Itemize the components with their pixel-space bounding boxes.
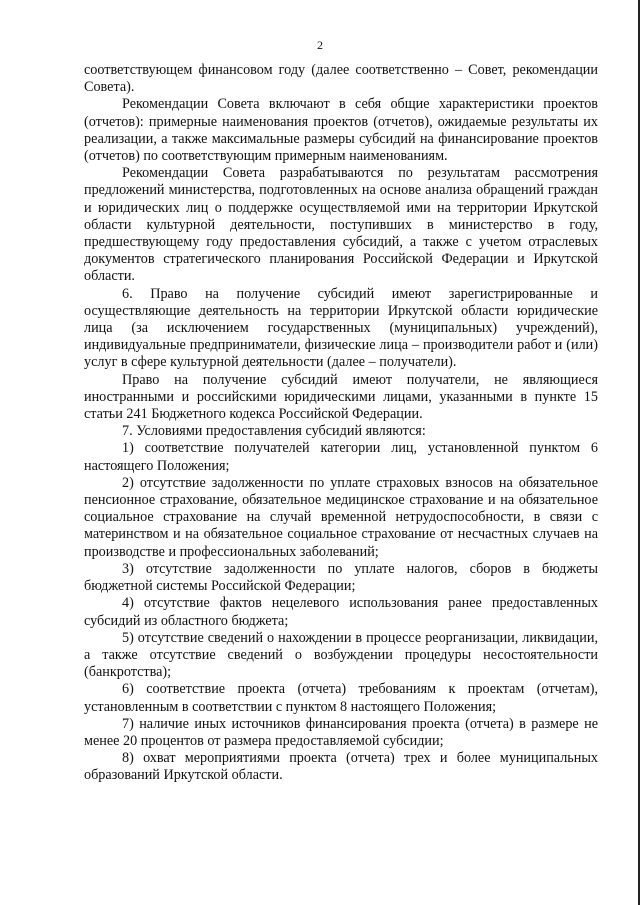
paragraph-recommendations-development: Рекомендации Совета разрабатываются по результатам рассмотрения предложений министерства, подготовленных на основе анализа обращений граждан и юридических лиц о поддержке осуществляемой ими на территории Иркутской области культурной деятельности, поступивших в министерство в году, предшествующему году предоставления субсидий, а также с учетом отраслевых документов стратегического планирования Российской Федерации и Иркутской области. — [84, 165, 598, 285]
paragraph-continuation: соответствующем финансовом году (далее соответственно – Совет, рекомендации Совета). — [84, 62, 598, 96]
paragraph-item-6: 6. Право на получение субсидий имеют зарегистрированные и осуществляющие деятельность на территории Иркутской области юридические лица (за исключением государственных (муниципальных) учреждений), индивидуальные предприниматели, физические лица – производители работ и (или) услуг в сфере культурной деятельности (далее – получатели). — [84, 285, 598, 371]
condition-5: 5) отсутствие сведений о нахождении в процессе реорганизации, ликвидации, а также отсутствие сведений о возбуждении процедуры несостоятельности (банкротства); — [84, 629, 598, 681]
page-number: 2 — [317, 38, 323, 52]
condition-1: 1) соответствие получателей категории лиц, установленной пунктом 6 настоящего Положения; — [84, 440, 598, 474]
paragraph-item-7: 7. Условиями предоставления субсидий являются: — [122, 423, 426, 440]
paragraph-recipients-right: Право на получение субсидий имеют получатели, не являющиеся иностранными и российскими юридическими лицами, указанными в пункте 15 статьи 241 Бюджетного кодекса Российской Федерации. — [84, 371, 598, 423]
condition-7: 7) наличие иных источников финансирования проекта (отчета) в размере не менее 20 процентов от размера предоставляемой субсидии; — [84, 715, 598, 749]
condition-3: 3) отсутствие задолженности по уплате налогов, сборов в бюджеты бюджетной системы Российской Федерации; — [84, 560, 598, 595]
condition-4: 4) отсутствие фактов нецелевого использования ранее предоставленных субсидий из областного бюджета; — [84, 595, 598, 629]
condition-6: 6) соответствие проекта (отчета) требованиям к проектам (отчетам), установленным в соответствии с пунктом 8 настоящего Положения; — [84, 681, 598, 715]
document-body — [84, 62, 598, 785]
condition-2: 2) отсутствие задолженности по уплате страховых взносов на обязательное пенсионное страхование, обязательное медицинское страхование и на обязательное социальное страхование на случай временной нетрудоспособности, в связи с материнством и на обязательное социальное страхование от несчастных случаев на производстве и профессиональных заболеваний; — [84, 474, 598, 560]
paragraph-recommendations-content: Рекомендации Совета включают в себя общие характеристики проектов (отчетов): примерные наименования проектов (отчетов), ожидаемые результаты их реализации, а также максимальные размеры субсидий на финансирование проектов (отчетов) по соответствующим примерным наименованиям. — [84, 96, 598, 165]
condition-8: 8) охват мероприятиями проекта (отчета) трех и более муниципальных образований Иркутской области. — [84, 750, 598, 784]
